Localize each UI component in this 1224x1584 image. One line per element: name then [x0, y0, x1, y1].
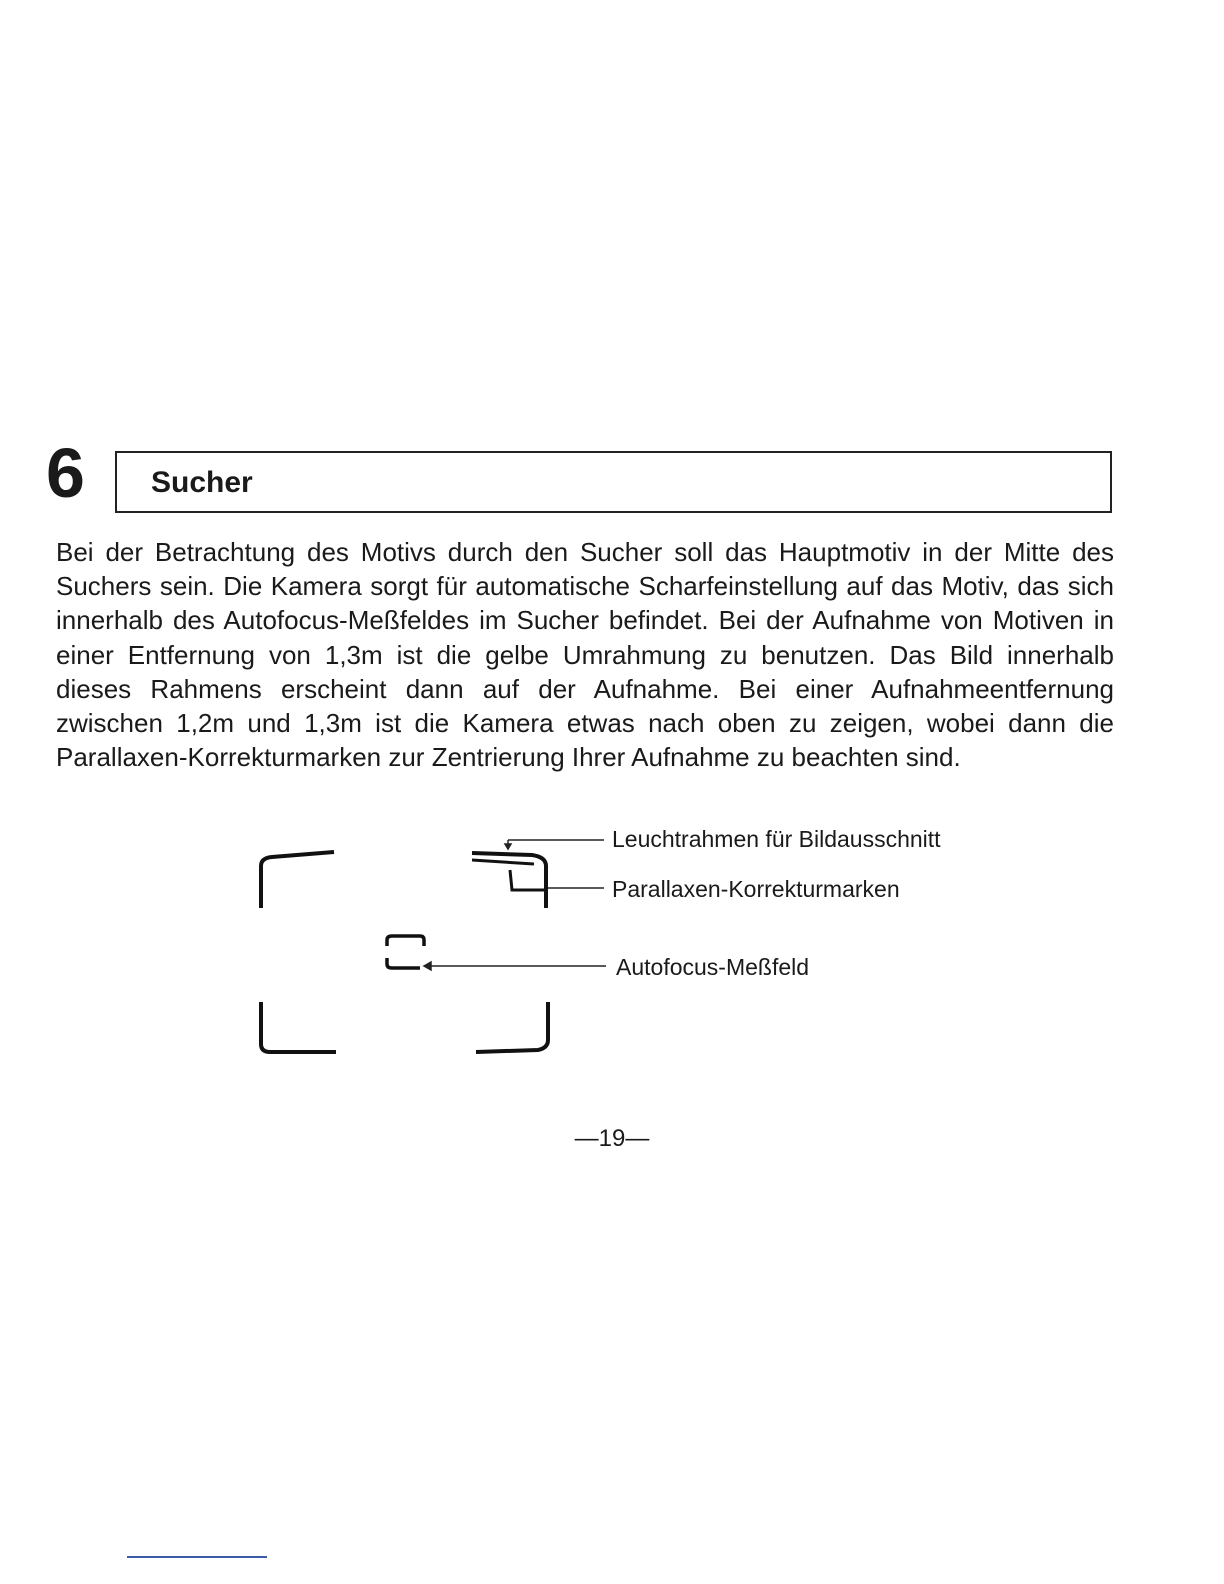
body-paragraph: Bei der Betrachtung des Motivs durch den Sucher soll das Hauptmotiv in der Mitte des Suchers sein. Die Kamera sorgt für automatische Scharfeinstellung auf das Motiv, das sich innerhalb des Autofocus-Meßfeldes im Sucher befindet. Bei der Aufnahme von Motiven in einer Entfernung von 1,3m ist die gelbe Umrahmung zu benutzen. Das Bild innerhalb dieses Rahmens erscheint dann auf der Aufnahme. Bei einer Aufnahmeentfernung zwischen 1,2m und 1,3m ist die Kamera etwas nach oben zu zeigen, wobei dann die Parallaxen-Korrekturmarken zur Zentrierung Ihrer Aufnahme zu beachten sind. — [56, 537, 1114, 773]
label-autofocus: Autofocus-Meßfeld — [616, 954, 810, 980]
frame-corner-bottom-left — [261, 1002, 336, 1052]
frame-corner-top-left — [261, 852, 334, 908]
autofocus-bracket-top — [387, 936, 424, 946]
footnote-rule — [127, 1556, 267, 1558]
frame-corner-bottom-right — [476, 1002, 548, 1052]
autofocus-bracket-bottom — [387, 958, 420, 968]
section-title: Sucher — [151, 466, 253, 499]
arrowhead-frame — [505, 844, 511, 849]
label-frame: Leuchtrahmen für Bildausschnitt — [612, 826, 941, 852]
arrowhead-autofocus — [424, 962, 431, 970]
parallax-mark-l — [510, 870, 546, 890]
parallax-mark — [472, 860, 534, 864]
label-parallax: Parallaxen-Korrekturmarken — [612, 876, 900, 902]
section-number: 6 — [46, 434, 85, 512]
page-number: —19— — [574, 1125, 650, 1152]
